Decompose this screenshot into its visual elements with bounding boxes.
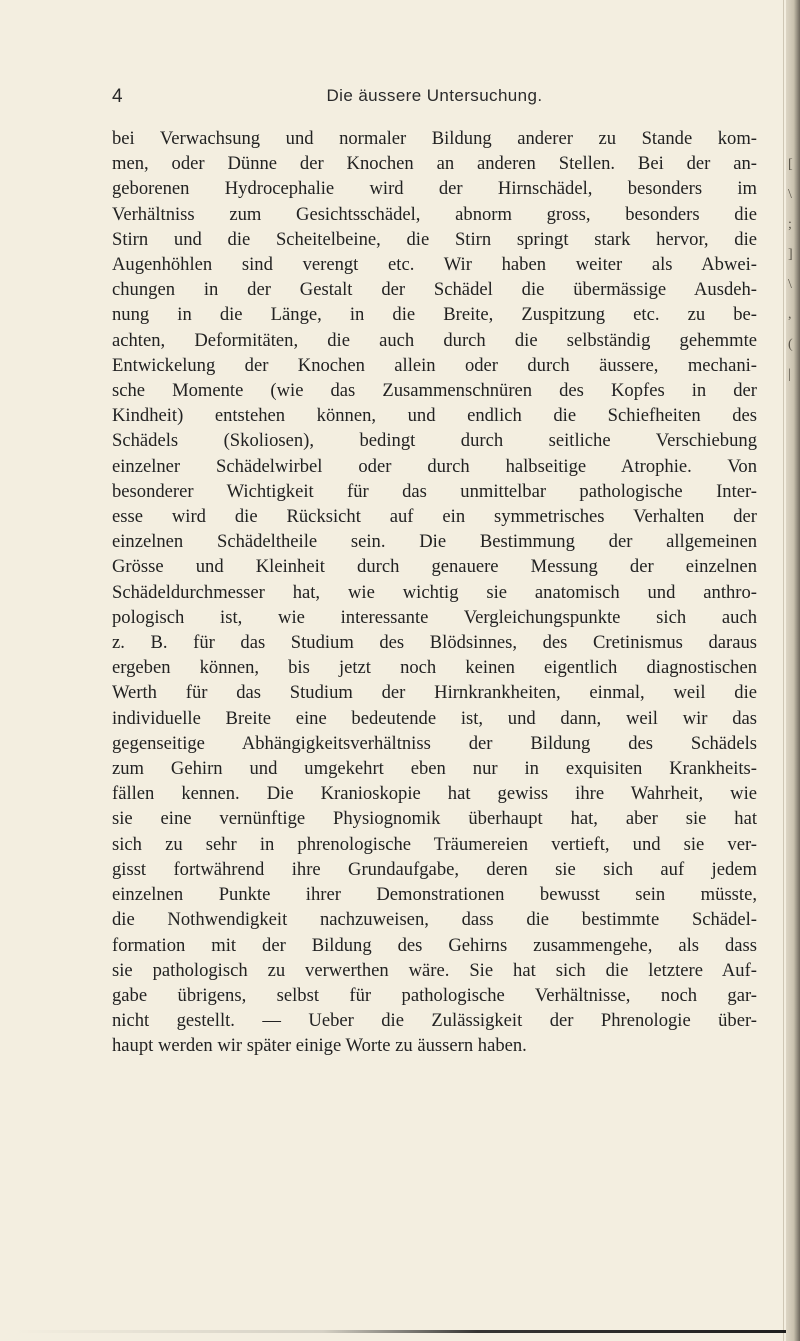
text-line: sich zu sehr in phrenologische Träumereien vertieft, und sie ver- [112,833,757,855]
text-line: nung in die Länge, in die Breite, Zuspitzung etc. zu be- [112,304,757,326]
text-line: die Nothwendigkeit nachzuweisen, dass die bestimmte Schädel- [112,909,757,931]
text-line: gegenseitige Abhängigkeitsverhältniss der Bildung des Schädels [112,732,757,754]
text-line: Stirn und die Scheitelbeine, die Stirn springt stark hervor, die [112,228,757,250]
text-line: pologisch ist, wie interessante Vergleichungspunkte sich auch [112,606,757,628]
text-line: haupt werden wir später einige Worte zu äussern haben. [112,1035,527,1057]
body-paragraph [112,126,757,1059]
scan-bottom-rule [14,1330,786,1333]
text-line: bei Verwachsung und normaler Bildung anderer zu Stande kom- [112,128,757,149]
text-line: Kindheit) entstehen können, und endlich die Schiefheiten des [112,405,757,427]
text-line: individuelle Breite eine bedeutende ist, und dann, weil wir das [112,707,757,729]
edge-mark: ( [788,337,793,352]
text-line: esse wird die Rücksicht auf ein symmetrisches Verhalten der [112,506,757,528]
text-line: einzelner Schädelwirbel oder durch halbseitige Atrophie. Von [112,455,757,477]
text-line: Werth für das Studium der Hirnkrankheiten, einmal, weil die [112,682,757,704]
edge-mark: \ [788,187,792,202]
text-line: nicht gestellt. — Ueber die Zulässigkeit der Phrenologie über- [112,1010,757,1032]
edge-mark: \ [788,277,792,292]
page-binding-line [783,0,784,1341]
edge-mark: , [788,307,792,322]
text-line: sie pathologisch zu verwerthen wäre. Sie hat sich die letztere Auf- [112,959,757,981]
text-line: gabe übrigens, selbst für pathologische Verhältnisse, noch gar- [112,984,757,1006]
edge-bleed-marks [788,150,796,390]
edge-mark: ] [788,247,793,262]
text-line: men, oder Dünne der Knochen an anderen Stellen. Bei der an- [112,153,757,175]
text-line: Schädeldurchmesser hat, wie wichtig sie anatomisch und anthro- [112,581,757,603]
text-line: geborenen Hydrocephalie wird der Hirnschädel, besonders im [112,178,757,200]
text-line: Verhältniss zum Gesichtsschädel, abnorm gross, besonders die [112,203,757,225]
edge-mark: [ [788,157,793,172]
edge-mark: | [788,367,791,382]
edge-mark: ; [788,217,792,232]
text-line: sche Momente (wie das Zusammenschnüren des Kopfes in der [112,380,757,402]
text-line: achten, Deformitäten, die auch durch die selbständig gehemmte [112,329,757,351]
text-line: besonderer Wichtigkeit für das unmittelbar pathologische Inter- [112,480,757,502]
text-line: Grösse und Kleinheit durch genauere Messung der einzelnen [112,556,757,578]
text-line: gisst fortwährend ihre Grundaufgabe, deren sie sich auf jedem [112,858,757,880]
text-line: einzelnen Schädeltheile sein. Die Bestimmung der allgemeinen [112,531,757,553]
text-line: formation mit der Bildung des Gehirns zusammengehe, als dass [112,934,757,956]
text-line: fällen kennen. Die Kranioskopie hat gewiss ihre Wahrheit, wie [112,783,757,805]
running-title: Die äussere Untersuchung. [326,86,543,105]
page-header [112,86,757,110]
page-number: 4 [112,86,123,107]
text-line: Entwickelung der Knochen allein oder durch äussere, mechani- [112,354,757,376]
text-line: Schädels (Skoliosen), bedingt durch seitliche Verschiebung [112,430,757,452]
text-line: Augenhöhlen sind verengt etc. Wir haben weiter als Abwei- [112,254,757,276]
text-line: chungen in der Gestalt der Schädel die übermässige Ausdeh- [112,279,757,301]
text-line: z. B. für das Studium des Blödsinnes, des Cretinismus daraus [112,632,757,654]
text-line: einzelnen Punkte ihrer Demonstrationen bewusst sein müsste, [112,884,757,906]
text-line: zum Gehirn und umgekehrt eben nur in exquisiten Krankheits- [112,758,757,780]
text-line: ergeben können, bis jetzt noch keinen eigentlich diagnostischen [112,657,757,679]
text-line: sie eine vernünftige Physiognomik überhaupt hat, aber sie hat [112,808,757,830]
